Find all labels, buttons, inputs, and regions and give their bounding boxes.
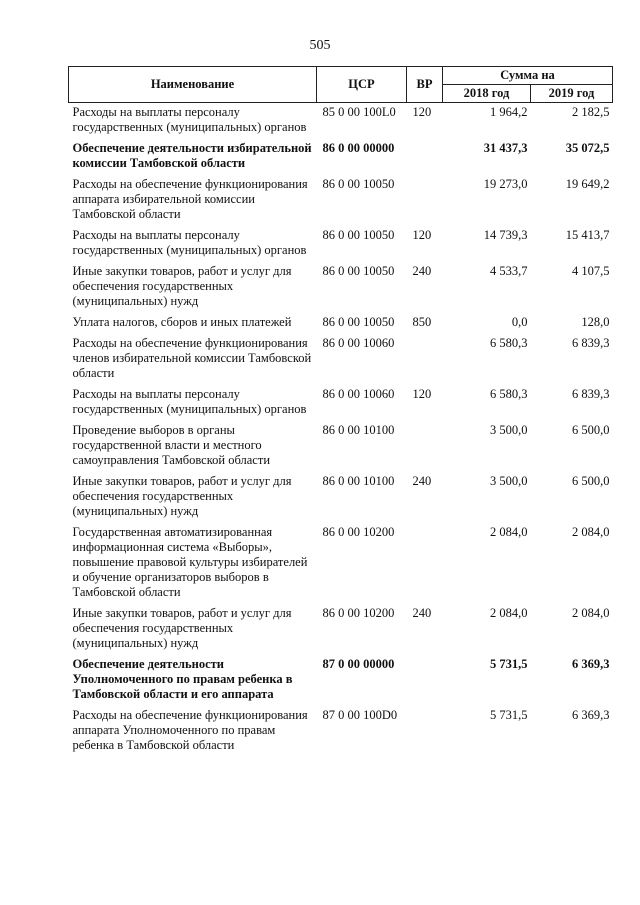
row-sum-2019: 6 369,3 (572, 657, 610, 671)
row-sum-2019: 2 182,5 (572, 105, 610, 119)
row-sum-2018: 2 084,0 (490, 606, 528, 620)
row-sum-2019: 6 500,0 (572, 474, 610, 488)
budget-table (68, 66, 613, 757)
row-name: Расходы на обеспечение функционирования членов избирательной комиссии Тамбовской области (72, 336, 312, 380)
row-sum-2019: 6 369,3 (572, 708, 610, 722)
row-name: Обеспечение деятельности избирательной комиссии Тамбовской области (72, 141, 312, 170)
row-vr: 120 (412, 105, 432, 119)
row-name: Иные закупки товаров, работ и услуг для обеспечения государственных (муниципальных) нужд (72, 264, 292, 308)
row-csr: 85 0 00 100L0 (322, 105, 396, 119)
table-row (69, 523, 613, 604)
row-csr: 86 0 00 10200 (322, 525, 395, 539)
row-sum-2018: 5 731,5 (490, 657, 528, 671)
table-row (69, 655, 613, 706)
row-sum-2019: 15 413,7 (565, 228, 610, 242)
row-name: Государственная автоматизированная информационная система «Выборы», повышение правовой культуры избирателей и обучение организаторов выборов в Тамбовской области (72, 525, 308, 599)
row-vr: 120 (412, 387, 432, 401)
table-row (69, 472, 613, 523)
row-sum-2018: 6 580,3 (490, 387, 528, 401)
row-csr: 86 0 00 10200 (322, 606, 395, 620)
row-csr: 86 0 00 10060 (322, 336, 395, 350)
row-vr (407, 706, 443, 757)
page-number: 505 (309, 38, 331, 53)
row-name: Расходы на обеспечение функционирования аппарата Уполномоченного по правам ребенка в Тамбовской области (72, 708, 308, 752)
row-vr (407, 334, 443, 385)
row-name: Обеспечение деятельности Уполномоченного по правам ребенка в Тамбовской области и его аппарата (72, 657, 293, 701)
table-row (69, 385, 613, 421)
row-sum-2018: 4 533,7 (490, 264, 528, 278)
row-csr: 86 0 00 10050 (322, 177, 395, 191)
row-name: Расходы на выплаты персоналу государственных (муниципальных) органов (72, 228, 307, 257)
table-header (69, 67, 613, 103)
table-row (69, 139, 613, 175)
table-row (69, 334, 613, 385)
row-vr (407, 523, 443, 604)
row-vr: 240 (412, 474, 432, 488)
table-row (69, 706, 613, 757)
row-vr (407, 139, 443, 175)
row-sum-2019: 2 084,0 (572, 525, 610, 539)
row-csr: 87 0 00 100D0 (322, 708, 398, 722)
row-vr (407, 421, 443, 472)
table-body (69, 103, 613, 758)
row-csr: 86 0 00 10100 (322, 474, 395, 488)
row-csr: 86 0 00 10100 (322, 423, 395, 437)
row-sum-2019: 4 107,5 (572, 264, 610, 278)
header-year-2018: 2018 год (443, 85, 531, 103)
row-sum-2019: 6 839,3 (572, 387, 610, 401)
row-csr: 86 0 00 10060 (322, 387, 395, 401)
table-row (69, 262, 613, 313)
row-vr: 240 (412, 264, 432, 278)
row-vr: 850 (412, 315, 432, 329)
row-sum-2019: 6 500,0 (572, 423, 610, 437)
row-sum-2019: 35 072,5 (565, 141, 610, 155)
row-sum-2018: 3 500,0 (490, 474, 528, 488)
row-sum-2018: 3 500,0 (490, 423, 528, 437)
header-csr: ЦСР (317, 67, 407, 103)
table-row (69, 313, 613, 334)
row-sum-2019: 6 839,3 (572, 336, 610, 350)
row-sum-2019: 128,0 (581, 315, 610, 329)
row-sum-2019: 19 649,2 (565, 177, 610, 191)
row-csr: 86 0 00 10050 (322, 264, 395, 278)
row-name: Расходы на обеспечение функционирования аппарата избирательной комиссии Тамбовской области (72, 177, 308, 221)
header-sum-group: Сумма на (443, 67, 613, 85)
row-vr: 120 (412, 228, 432, 242)
header-vr: ВР (407, 67, 443, 103)
row-sum-2019: 2 084,0 (572, 606, 610, 620)
row-csr: 86 0 00 00000 (322, 141, 395, 155)
row-sum-2018: 31 437,3 (483, 141, 528, 155)
table-row (69, 103, 613, 140)
table-row (69, 421, 613, 472)
table-row (69, 226, 613, 262)
row-name: Расходы на выплаты персоналу государственных (муниципальных) органов (72, 387, 307, 416)
row-name: Иные закупки товаров, работ и услуг для обеспечения государственных (муниципальных) нужд (72, 474, 292, 518)
header-year-2019: 2019 год (531, 85, 613, 103)
row-csr: 86 0 00 10050 (322, 315, 395, 329)
row-name: Уплата налогов, сборов и иных платежей (72, 315, 292, 329)
header-name: Наименование (69, 67, 317, 103)
row-sum-2018: 19 273,0 (483, 177, 528, 191)
row-sum-2018: 1 964,2 (490, 105, 528, 119)
row-sum-2018: 6 580,3 (490, 336, 528, 350)
row-vr (407, 175, 443, 226)
row-name: Проведение выборов в органы государственной власти и местного самоуправления Тамбовской области (72, 423, 271, 467)
row-sum-2018: 0,0 (511, 315, 528, 329)
row-csr: 87 0 00 00000 (322, 657, 395, 671)
row-csr: 86 0 00 10050 (322, 228, 395, 242)
table-row (69, 175, 613, 226)
row-sum-2018: 14 739,3 (483, 228, 528, 242)
row-vr (407, 655, 443, 706)
row-vr: 240 (412, 606, 432, 620)
row-sum-2018: 2 084,0 (490, 525, 528, 539)
row-name: Иные закупки товаров, работ и услуг для обеспечения государственных (муниципальных) нужд (72, 606, 292, 650)
row-name: Расходы на выплаты персоналу государственных (муниципальных) органов (72, 105, 307, 134)
table-row (69, 604, 613, 655)
row-sum-2018: 5 731,5 (490, 708, 528, 722)
